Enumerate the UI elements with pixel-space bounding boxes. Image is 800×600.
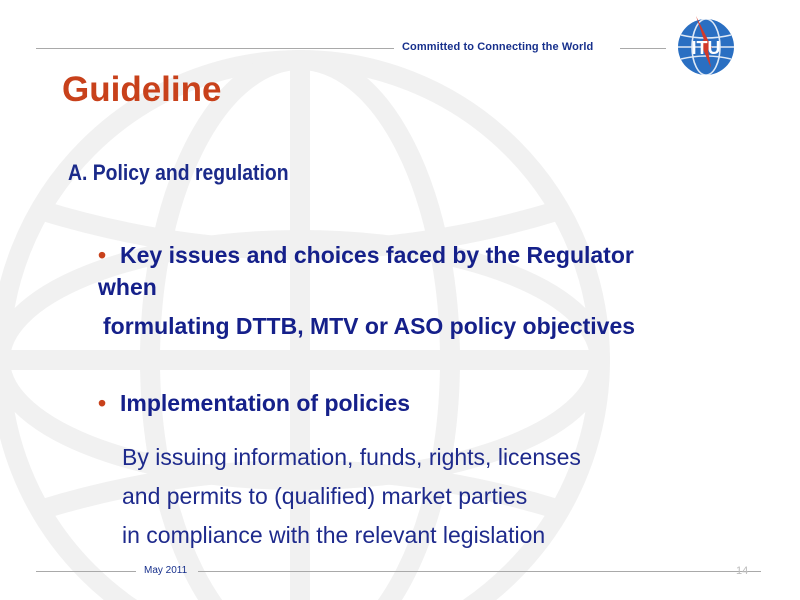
footer-date: May 2011 <box>144 565 188 576</box>
header-rule-right <box>620 48 666 49</box>
bullet-1-line-3: formulating DTTB, MTV or ASO policy objectives <box>103 313 636 339</box>
bullet-marker: • <box>98 242 107 268</box>
bullet-marker: • <box>98 390 107 416</box>
section-subtitle: A. Policy and regulation <box>68 160 289 185</box>
logo-text: ITU <box>691 38 721 58</box>
slide-title: Guideline <box>62 70 222 109</box>
page-number: 14 <box>736 565 749 577</box>
footer-rule-left <box>36 571 136 572</box>
bullet-1-line-2: when <box>98 274 157 300</box>
body-line-2: and permits to (qualified) market parties <box>122 483 528 509</box>
footer-rule-right <box>198 571 761 572</box>
body-line-1: By issuing information, funds, rights, licenses <box>122 444 581 470</box>
body-line-3: in compliance with the relevant legislation <box>122 522 546 548</box>
bullet-2-line-1: • Implementation of policies <box>98 390 411 416</box>
header-rule-left <box>36 48 394 49</box>
itu-logo-icon <box>666 10 746 82</box>
header-tagline: Committed to Connecting the World <box>402 41 594 53</box>
bullet-1-line-1: • Key issues and choices faced by the Regulator <box>98 242 634 268</box>
